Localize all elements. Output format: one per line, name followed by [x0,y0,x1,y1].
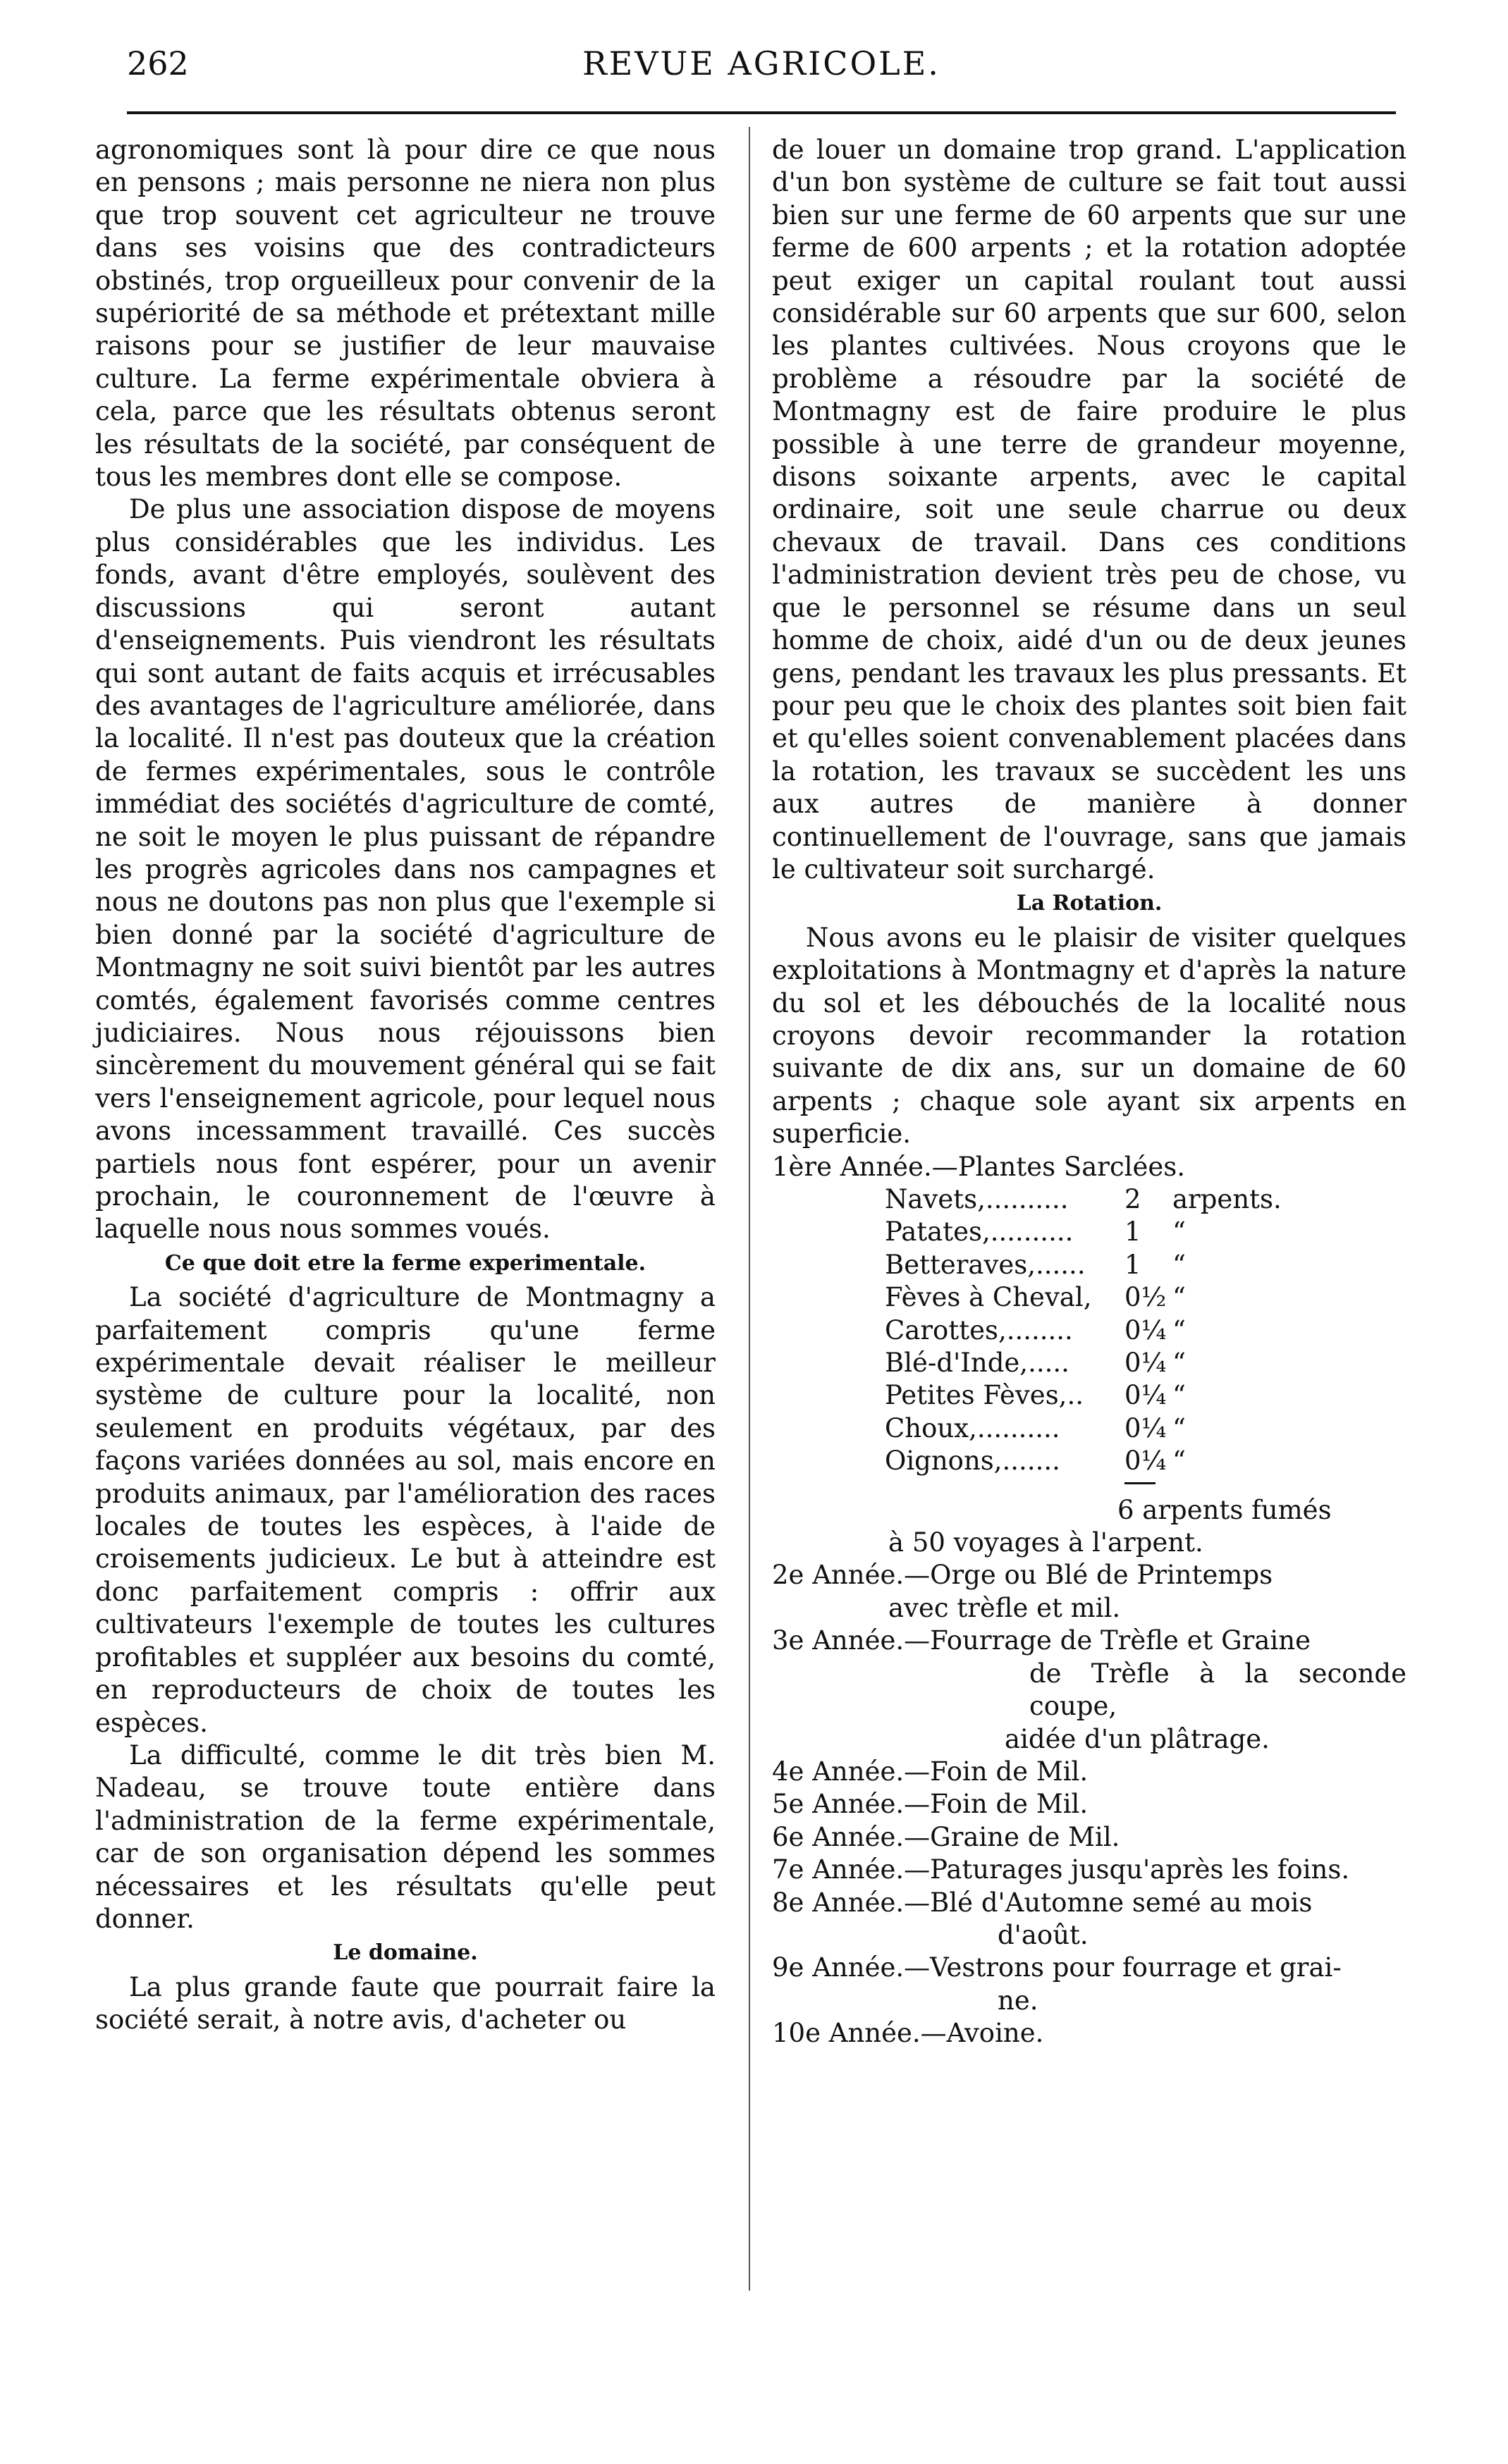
crop-name: Fèves à Cheval, [885,1282,1092,1313]
crop-row [885,1379,1282,1412]
left-column [95,134,716,2037]
section-heading: La Rotation. [1016,891,1163,916]
crop-name: Patates,.......... [885,1216,1074,1248]
crop-name: Choux,.......... [885,1412,1060,1443]
crop-unit: “ [1172,1348,1186,1379]
crop-qty: 0¼ [1124,1314,1167,1345]
rotation-year-9-cont: ne. [998,1985,1038,2016]
total-rule [1124,1482,1155,1484]
paragraph: De plus une association dispose de moyens plus considérables que les individus. Les fonds, avant d'être employés, soulèvent des discussions qui seront autant d'enseignements. Puis viendront les résultats qui sont autant de faits acquis et irrécusables des avantages de l'agriculture améliorée, dans la localité. Il n'est pas douteux que la création de fermes expérimentales, sous le contrôle immédiat des sociétés d'agriculture de comté, ne soit le moyen le plus puissant de répandre les progrès agricoles dans nos campagnes et nous ne doutons pas non plus que l'exemple si bien donné par la société d'agriculture de Montmagny ne soit suivi bientôt par les autres comtés, également favorisés comme centres judiciaires. Nous nous réjouissons bien sincèrement du mouvement général qui se fait vers l'enseignement agricole, pour lequel nous avons incessamment travaillé. Ces succès partiels nous font espérer, pour un avenir prochain, le couronnement de l'œuvre à laquelle nous nous sommes voués. [95,494,716,1245]
rotation-year-9: 9e Année.—Vestrons pour fourrage et grai- [772,1952,1342,1983]
rotation-year-8: 8e Année.—Blé d'Automne semé au mois [772,1887,1313,1918]
crop-qty: 1 [1124,1249,1141,1280]
crop-unit: “ [1172,1380,1186,1411]
rotation-year-3: 3e Année.—Fourrage de Trèfle et Graine [772,1625,1311,1656]
running-head [127,42,1396,92]
crop-total: 6 arpents fumés [1117,1494,1332,1525]
crop-name: Blé-d'Inde,..... [885,1348,1069,1379]
manure-rate: à 50 voyages à l'arpent. [888,1527,1203,1558]
crop-name: Petites Fèves,.. [885,1380,1084,1411]
paragraph: de louer un domaine trop grand. L'application d'un bon système de culture se fait tout aussi bien sur une ferme de 60 arpents que sur une ferme de 600 arpents ; et la rotation adoptée peut exiger un capital roulant tout aussi considérable sur 60 arpents que sur 600, selon les plantes cultivées. Nous croyons que le problème a résoudre par la société de Montmagny est de faire produire le plus possible à une terre de grandeur moyenne, disons soixante arpents, avec le capital ordinaire, soit une seule charrue ou deux chevaux de travail. Dans ces conditions l'administration devient très peu de chose, vu que le personnel se résume dans un seul homme de choix, aidé d'un ou de deux jeunes gens, pendant les travaux les plus pressants. Et pour peu que le choix des plantes soit bien fait et qu'elles soient convenablement placées dans la rotation, les travaux se succèdent les uns aux autres de manière à donner continuellement de l'ouvrage, sans que jamais le cultivateur soit surchargé. [772,135,1406,885]
rotation-year-5: 5e Année.—Foin de Mil. [772,1789,1089,1820]
crop-name: Betteraves,...... [885,1249,1086,1280]
journal-title: REVUE AGRICOLE. [582,44,940,82]
rotation-year-7: 7e Année.—Paturages jusqu'après les foins. [772,1854,1350,1885]
page-number: 262 [127,44,189,82]
paragraph: La société d'agriculture de Montmagny a parfaitement compris qu'une ferme expérimentale devait réaliser le meilleur système de culture pour la localité, non seulement en produits végétaux, par des façons variées données au sol, mais encore en produits animaux, par l'amélioration des races locales de toutes les espèces, à l'aide de croisements judicieux. Le but à atteindre est donc parfaitement compris : offrir aux cultivateurs l'exemple de toutes les cultures profitables et suppléer aux besoins du comté, en reproducteurs de choix de toutes les espèces. [95,1282,716,1738]
rotation-year-8-cont: d'août. [998,1919,1089,1950]
crop-qty: 2 [1124,1184,1141,1214]
crop-qty: 0½ [1124,1282,1167,1313]
rotation-year-2-cont: avec trèfle et mil. [888,1592,1121,1623]
right-column [772,134,1406,2050]
section-heading: Le domaine. [333,1940,478,1966]
crop-name: Carottes,........ [885,1314,1073,1345]
crop-name: Navets,.......... [885,1184,1069,1214]
crop-unit: “ [1172,1446,1186,1477]
crop-unit: “ [1172,1314,1186,1345]
header-rule [127,111,1396,114]
column-divider [749,127,750,2291]
crop-unit: “ [1172,1216,1186,1248]
crop-row [885,1281,1282,1314]
crop-unit: arpents. [1172,1184,1282,1214]
crop-row [885,1347,1282,1379]
crop-row [885,1314,1282,1347]
crop-qty: 1 [1124,1216,1141,1248]
rotation-year-3-cont: aidée d'un plâtrage. [1005,1723,1270,1754]
crop-table [885,1183,1282,1478]
rotation-year-6: 6e Année.—Graine de Mil. [772,1821,1120,1852]
crop-unit: “ [1172,1249,1186,1280]
paragraph: La difficulté, comme le dit très bien M. Nadeau, se trouve toute entière dans l'administration de la ferme expérimentale, car de son organisation dépend les sommes nécessaires et les résultats qu'elle peut donner. [95,1739,716,1934]
crop-row [885,1216,1282,1248]
crop-unit: “ [1172,1282,1186,1313]
paragraph: La plus grande faute que pourrait faire la société serait, à notre avis, d'acheter ou [95,1971,716,2035]
crop-qty: 0¼ [1124,1380,1167,1411]
rotation-year-3-cont: de Trèfle à la seconde coupe, [1029,1658,1406,1722]
crop-qty: 0¼ [1124,1348,1167,1379]
rotation-year-1: 1ère Année.—Plantes Sarclées. [772,1151,1186,1182]
rotation-year-2: 2e Année.—Orge ou Blé de Printemps [772,1560,1273,1591]
rotation-year-10: 10e Année.—Avoine. [772,2018,1044,2049]
crop-row [885,1445,1282,1477]
crop-name: Oignons,....... [885,1446,1060,1477]
crop-unit: “ [1172,1412,1186,1443]
crop-qty: 0¼ [1124,1446,1167,1477]
crop-row [885,1412,1282,1445]
crop-row [885,1183,1282,1216]
crop-row [885,1249,1282,1281]
paragraph: agronomiques sont là pour dire ce que nous en pensons ; mais personne ne niera non plus que trop souvent cet agriculteur ne trouve dans ses voisins que des contradicteurs obstinés, trop orgueilleux pour convenir de la supériorité de sa méthode et prétextant mille raisons pour se justifier de leur mauvaise culture. La ferme expérimentale obviera à cela, parce que les résultats obtenus seront les résultats de la société, par conséquent de tous les membres dont elle se compose. [95,135,716,493]
rotation-year-4: 4e Année.—Foin de Mil. [772,1756,1089,1787]
section-heading: Ce que doit etre la ferme experimentale. [164,1250,646,1276]
paragraph: Nous avons eu le plaisir de visiter quelques exploitations à Montmagny et d'après la nature du sol et les débouchés de la localité nous croyons devoir recommander la rotation suivante de dix ans, sur un domaine de 60 arpents ; chaque sole ayant six arpents en superficie. [772,922,1406,1150]
crop-qty: 0¼ [1124,1412,1167,1443]
